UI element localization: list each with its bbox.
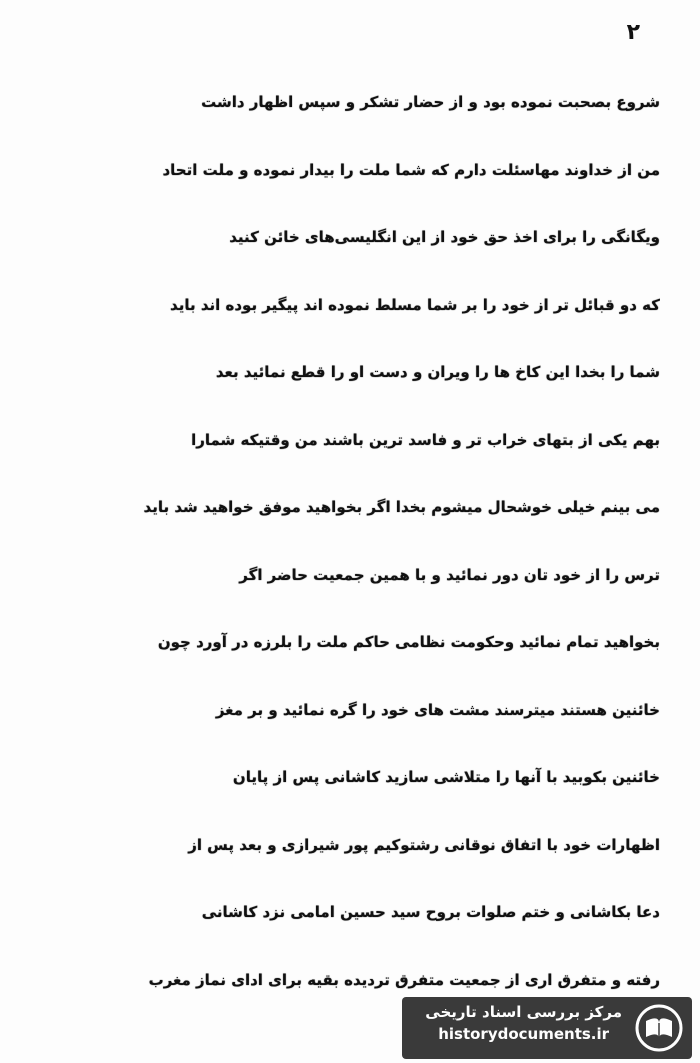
page-number: ۲ <box>626 20 640 45</box>
text-line: شروع بصحبت نموده بود و از حضار تشکر و سپس اظهار داشت <box>201 93 660 111</box>
text-line: بخواهید تمام نمائید وحکومت نظامی حاکم ملت را بلرزه در آورد چون <box>157 633 660 651</box>
document-body <box>22 80 660 1025</box>
text-line: ترس را از خود تان دور نمائید و با همین جمعیت حاضر اگر <box>239 565 660 584</box>
text-line: که دو قبائل تر از خود را بر شما مسلط نموده اند پیگیر بوده اند باید <box>170 295 660 314</box>
text-line: دعا بکاشانی و ختم صلوات بروح سید حسین امامی نزد کاشانی <box>201 903 660 921</box>
text-line: اظهارات خود با اتفاق نوقانی رشتوکیم پور شیرازی و بعد پس از <box>188 835 660 854</box>
watermark-badge <box>402 997 692 1059</box>
text-line: شما را بخدا این کاخ ها را ویران و دست او را قطع نمائید بعد <box>215 363 660 381</box>
watermark-url: historydocuments.ir <box>438 1025 610 1043</box>
text-line: رفته و متفرق اری از جمعیت متفرق تردیده بقیه برای ادای نماز مغرب <box>148 970 660 989</box>
text-line: خائنین بکوبید با آنها را متلاشی سازید کاشانی پس از پایان <box>232 768 660 786</box>
book-stamp-icon <box>634 1003 684 1053</box>
text-line: می بینم خیلی خوشحال میشوم بخدا اگر بخواهید موفق خواهید شد باید <box>143 498 660 516</box>
text-line: خائنین هستند میترسند مشت های خود را گره نمائید و بر مغز <box>215 700 660 719</box>
watermark-title: مرکز بررسی اسناد تاریخی <box>425 1003 622 1021</box>
text-line: ویگانگی را برای اخذ حق خود از این انگلیسی‌های خائن کنید <box>229 228 660 246</box>
text-line: بهم یکی از بتهای خراب تر و فاسد ترین باشند من وقتیکه شمارا <box>191 430 660 449</box>
text-line: من از خداوند مهاسئلت دارم که شما ملت را بیدار نموده و ملت اتحاد <box>162 160 660 179</box>
watermark-text <box>425 1003 622 1043</box>
